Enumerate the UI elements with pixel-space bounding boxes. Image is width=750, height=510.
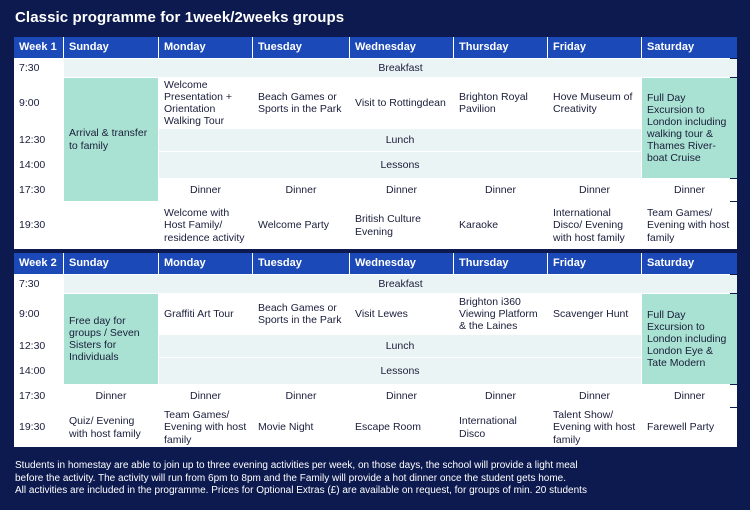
time-label: 12:30 (14, 129, 63, 151)
dinner-cell: Dinner (548, 179, 641, 201)
time-label: 14:00 (14, 152, 63, 178)
activity-cell: Beach Games or Sports in the Park (253, 78, 349, 128)
day-header-monday: Monday (159, 37, 252, 58)
activity-cell: Beach Games or Sports in the Park (253, 294, 349, 334)
activity-cell: Visit Lewes (350, 294, 453, 334)
time-label: 19:30 (14, 202, 63, 249)
time-label: 9:00 (14, 78, 63, 128)
evening-cell: Karaoke (454, 202, 547, 249)
day-header-sunday: Sunday (64, 37, 158, 58)
footer-line: Students in homestay are able to join up to three evening activities per week, on those days, the school will provide a light meal (15, 460, 578, 471)
time-label: 12:30 (14, 335, 63, 357)
time-label: 14:00 (14, 358, 63, 384)
week1-schedule-table (14, 37, 730, 249)
day-header-saturday: Saturday (642, 37, 737, 58)
dinner-cell: Dinner (159, 385, 252, 407)
day-header-thursday: Thursday (454, 37, 547, 58)
evening-cell: Quiz/ Evening with host family (64, 408, 158, 447)
evening-cell: Movie Night (253, 408, 349, 447)
sunday-activity: Free day for groups / Seven Sisters for Individuals (64, 294, 158, 384)
evening-cell: British Culture Evening (350, 202, 453, 249)
evening-cell: Talent Show/ Evening with host family (548, 408, 641, 447)
evening-cell: Welcome Party (253, 202, 349, 249)
week-label: Week 1 (14, 37, 63, 58)
day-header-friday: Friday (548, 37, 641, 58)
evening-cell-empty (64, 202, 158, 249)
dinner-cell: Dinner (642, 179, 737, 201)
day-header-wednesday: Wednesday (350, 253, 453, 274)
dinner-cell: Dinner (64, 385, 158, 407)
lunch-band: Lunch (159, 129, 641, 151)
activity-cell: Graffiti Art Tour (159, 294, 252, 334)
time-label: 7:30 (14, 275, 63, 293)
time-label: 9:00 (14, 294, 63, 334)
day-header-wednesday: Wednesday (350, 37, 453, 58)
lessons-band: Lessons (159, 152, 641, 178)
evening-cell: Welcome with Host Family/ residence activity (159, 202, 252, 249)
evening-cell: Team Games/ Evening with host family (159, 408, 252, 447)
day-header-saturday: Saturday (642, 253, 737, 274)
week2-schedule-table (14, 253, 730, 447)
dinner-cell: Dinner (350, 385, 453, 407)
activity-cell: Visit to Rottingdean (350, 78, 453, 128)
day-header-monday: Monday (159, 253, 252, 274)
day-header-sunday: Sunday (64, 253, 158, 274)
time-label: 17:30 (14, 385, 63, 407)
dinner-cell: Dinner (548, 385, 641, 407)
week-label: Week 2 (14, 253, 63, 274)
time-label: 17:30 (14, 179, 63, 201)
evening-cell: International Disco/ Evening with host family (548, 202, 641, 249)
footer-notes (15, 460, 735, 498)
day-header-thursday: Thursday (454, 253, 547, 274)
saturday-excursion: Full Day Excursion to London including walking tour & Thames River-boat Cruise (642, 78, 737, 178)
evening-cell: Escape Room (350, 408, 453, 447)
footer-line: before the activity. The activity will run from 6pm to 8pm and the Family will provide a hot dinner once the student gets home. (15, 472, 567, 484)
activity-cell: Brighton i360 Viewing Platform & the Laines (454, 294, 547, 334)
dinner-cell: Dinner (454, 179, 547, 201)
evening-cell: Team Games/ Evening with host family (642, 202, 737, 249)
activity-cell: Scavenger Hunt (548, 294, 641, 334)
saturday-excursion: Full Day Excursion to London including London Eye & Tate Modern (642, 294, 737, 384)
evening-cell: Farewell Party (642, 408, 737, 447)
activity-cell: Hove Museum of Creativity (548, 78, 641, 128)
lunch-band: Lunch (159, 335, 641, 357)
lessons-band: Lessons (159, 358, 641, 384)
time-label: 19:30 (14, 408, 63, 447)
dinner-cell: Dinner (159, 179, 252, 201)
breakfast-band: Breakfast (64, 275, 737, 293)
activity-cell: Welcome Presentation + Orientation Walking Tour (159, 78, 252, 128)
page-title: Classic programme for 1week/2weeks groups (15, 9, 345, 26)
activity-cell: Brighton Royal Pavilion (454, 78, 547, 128)
footer-line: All activities are included in the programme. Prices for Optional Extras (£) are available on request, for groups of min. 20 students (15, 485, 587, 496)
dinner-cell: Dinner (454, 385, 547, 407)
dinner-cell: Dinner (253, 385, 349, 407)
dinner-cell: Dinner (253, 179, 349, 201)
sunday-activity: Arrival & transfer to family (64, 78, 158, 201)
day-header-friday: Friday (548, 253, 641, 274)
dinner-cell: Dinner (642, 385, 737, 407)
breakfast-band: Breakfast (64, 59, 737, 77)
day-header-tuesday: Tuesday (253, 37, 349, 58)
dinner-cell: Dinner (350, 179, 453, 201)
time-label: 7:30 (14, 59, 63, 77)
day-header-tuesday: Tuesday (253, 253, 349, 274)
evening-cell: International Disco (454, 408, 547, 447)
